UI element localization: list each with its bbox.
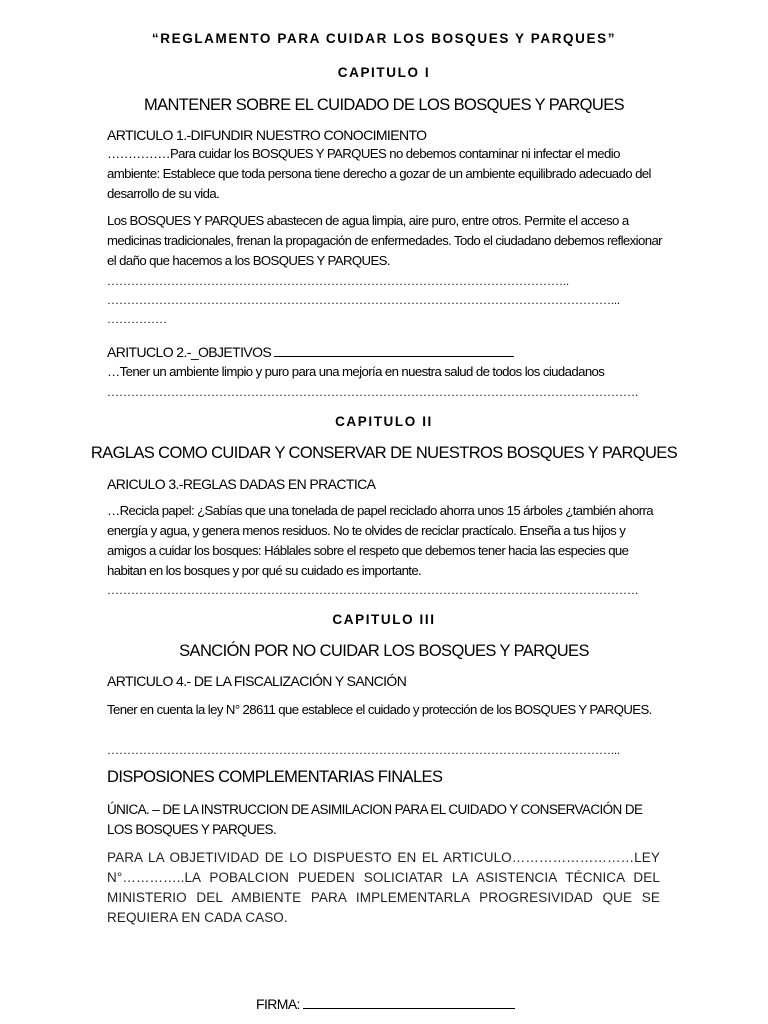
article-1-paragraph-1: ……………Para cuidar los BOSQUES Y PARQUES no debemos contaminar ni infectar el medio ambiente: Establece que toda persona tiene derecho a gozar de un ambiente equilibrado adecuado del desarrollo de su vida. <box>107 146 651 201</box>
article-3-title: ARICULO 3.-REGLAS DADAS EN PRACTICA <box>107 476 376 492</box>
article-2-title-row <box>107 344 514 360</box>
article-4-text: Tener en cuenta la ley N° 28611 que establece el cuidado y protección de los BOSQUES Y PARQUES. <box>107 702 652 717</box>
chapter-1-label: CAPITULO I <box>337 65 431 80</box>
article-2-title: ARITUCLO 2.-_OBJETIVOS <box>107 344 272 360</box>
finals-text: PARA LA OBJETIVIDAD DE LO DISPUESTO EN EL ARTICULO………………………LEY N°…………..LA POBALCION PUEDEN SOLICIATAR LA ASISTENCIA TÉCNICA DEL MINISTERIO DEL AMBIENTE PARA IMPLEMENTARLA PROGRESIVIDAD QUE SE REQUIERA EN CADA CASO. <box>107 850 660 925</box>
chapter-2-label: CAPITULO II <box>335 414 433 429</box>
article-1-paragraph-2: Los BOSQUES Y PARQUES abastecen de agua limpia, aire puro, entre otros. Permite el acceso a medicinas tradicionales, frenan la propagación de enfermedades. Todo el ciudadano debemos reflexionar el daño que hacemos a los BOSQUES Y PARQUES. <box>107 213 662 268</box>
dotted-line: …………………………………………………………………………………………………….. <box>107 275 569 287</box>
dotted-line: ……………………………………………………………………………………………………………………. <box>107 584 638 596</box>
dotted-line: ……………………………………………………………………………………………………………………. <box>107 386 638 398</box>
chapter-3-heading: SANCIÓN POR NO CUIDAR LOS BOSQUES Y PARQUES <box>179 642 589 660</box>
dotted-line: ………………………………………………………………………………………………………………... <box>107 294 620 306</box>
chapter-1-heading: MANTENER SOBRE EL CUIDADO DE LOS BOSQUES Y PARQUES <box>143 96 625 114</box>
article-3-text: …Recicla papel: ¿Sabías que una tonelada de papel reciclado ahorra unos 15 árboles ¿también ahorra energía y agua, y genera menos residuos. No te olvides de reciclar practícalo. Enseña a tus hijos y amigos a cuidar los bosques: Háblales sobre el respeto que debemos tener hacia las especies que habitan en los bosques y por qué su cuidado es importante. <box>107 503 654 578</box>
document-title: “REGLAMENTO PARA CUIDAR LOS BOSQUES Y PARQUES” <box>151 31 617 46</box>
signature-row <box>256 996 515 1012</box>
dotted-line: …………… <box>107 313 167 325</box>
finals-unica: ÚNICA. – DE LA INSTRUCCION DE ASIMILACION PARA EL CUIDADO Y CONSERVACIÓN DE LOS BOSQUES Y PARQUES. <box>107 802 643 837</box>
chapter-3-label: CAPITULO III <box>332 612 436 627</box>
dotted-line: ………………………………………………………………………………………………………………... <box>107 744 620 756</box>
article-2-text: …Tener un ambiente limpio y puro para una mejoría en nuestra salud de todos los ciudadanos <box>107 364 605 379</box>
objectives-blank-line <box>274 356 514 357</box>
finals-heading: DISPOSIONES COMPLEMENTARIAS FINALES <box>107 768 443 786</box>
signature-line <box>303 1008 515 1009</box>
article-1-title: ARTICULO 1.-DIFUNDIR NUESTRO CONOCIMIENTO <box>107 127 427 143</box>
article-4-title: ARTICULO 4.- DE LA FISCALIZACIÓN Y SANCIÓN <box>107 673 407 689</box>
signature-label: FIRMA: <box>256 996 300 1012</box>
chapter-2-heading: RAGLAS COMO CUIDAR Y CONSERVAR DE NUESTROS BOSQUES Y PARQUES <box>90 444 678 462</box>
